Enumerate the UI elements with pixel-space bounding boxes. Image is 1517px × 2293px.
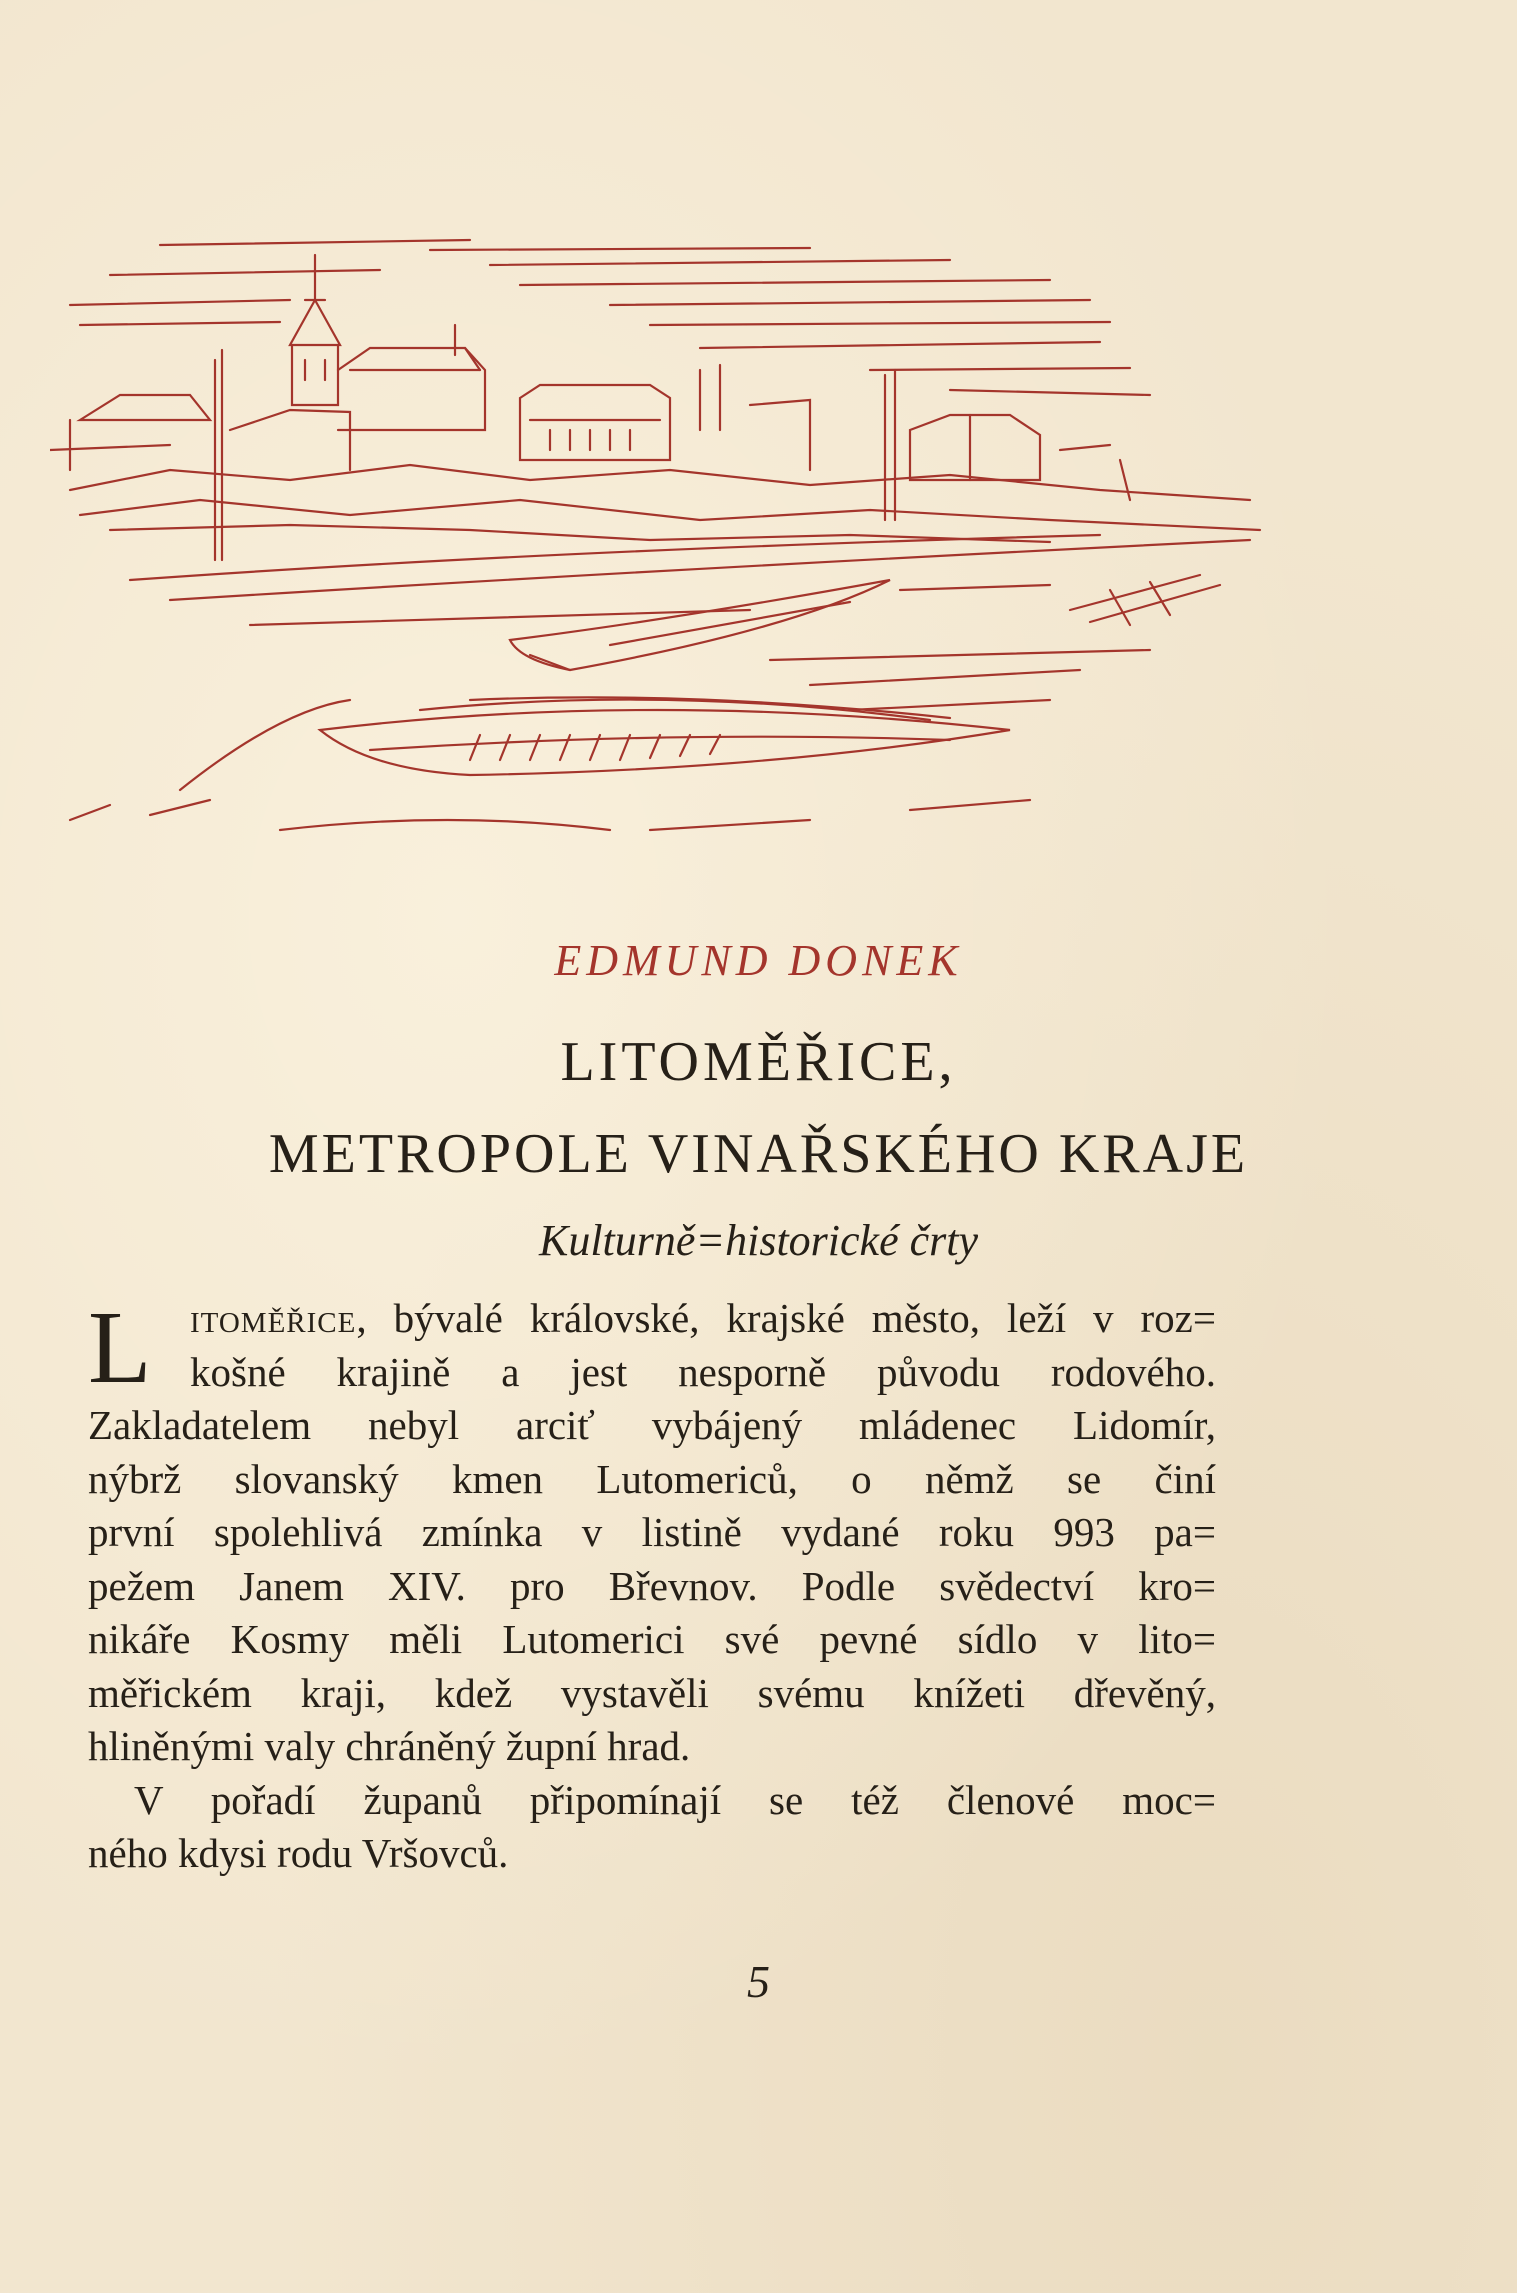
page-number: 5 xyxy=(747,1956,770,2007)
text-line-5: první spolehlivá zmínka v listině vydané roku 993 pa= xyxy=(88,1509,1216,1555)
river-town-illustration xyxy=(50,230,1290,890)
illustration-drawing xyxy=(50,230,1290,890)
subtitle: Kulturně=historické črty xyxy=(538,1216,979,1265)
author-name: EDMUND DONEK xyxy=(554,936,963,985)
title-line-2: METROPOLE VINAŘSKÉHO KRAJE xyxy=(268,1123,1249,1185)
text-line-7: nikáře Kosmy měli Lutomerici své pevné sídlo v lito= xyxy=(88,1616,1216,1662)
text-line-1-rest: , bývalé královské, krajské město, leží v roz= xyxy=(356,1295,1216,1341)
text-line-11: ného kdysi rodu Vršovců. xyxy=(88,1830,509,1876)
text-line-10: V pořadí županů připomínají se též členové moc= xyxy=(134,1776,1216,1823)
text-line-3: Zakladatelem nebyl arciť vybájený mládenec Lidomír, xyxy=(88,1402,1216,1448)
text-line-9: hliněnými valy chráněný župní hrad. xyxy=(88,1723,691,1769)
drop-cap: L xyxy=(88,1290,152,1405)
smallcaps-word: itoměřice xyxy=(190,1295,357,1341)
text-line-6: pežem Janem XIV. pro Břevnov. Podle svědectví kro= xyxy=(88,1562,1216,1609)
text-line-2: košné krajině a jest nesporně původu rodového. xyxy=(190,1348,1216,1395)
text-line-1 xyxy=(88,1292,1216,1346)
title-line-1: LITOMĚŘICE, xyxy=(560,1031,957,1093)
text-line-8: měřickém kraji, kdež vystavěli svému knížeti dřevěný, xyxy=(88,1669,1216,1716)
body-text xyxy=(88,1292,1216,1881)
text-line-4: nýbrž slovanský kmen Lutomericů, o němž se činí xyxy=(88,1455,1216,1502)
